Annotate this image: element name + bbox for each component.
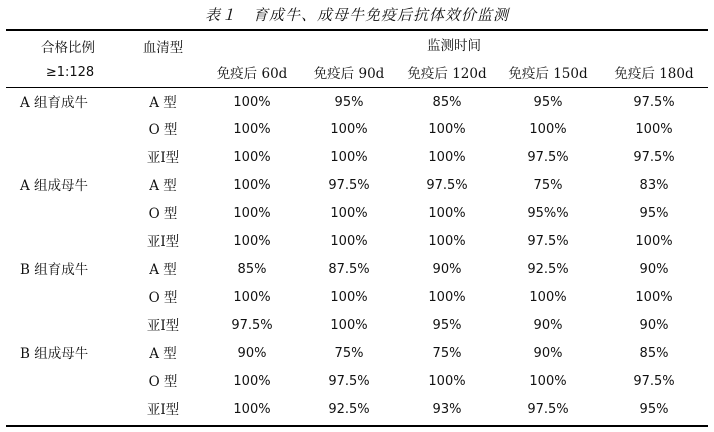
serum-type-cell: A 型	[149, 346, 177, 362]
day-header: 免疫后 150d	[508, 66, 588, 82]
value-cell: 100%	[635, 122, 673, 137]
top-rule	[6, 29, 708, 31]
value-cell: 100%	[233, 95, 271, 110]
value-cell: 100%	[330, 234, 368, 249]
value-cell: 95%	[639, 206, 669, 221]
table-row	[0, 201, 714, 227]
monitor-time-header: 监测时间	[427, 38, 481, 54]
ratio-header: 合格比例	[41, 40, 95, 56]
value-cell: 100%	[529, 374, 567, 389]
bottom-rule	[6, 425, 708, 427]
group-label: B 组成母牛	[20, 346, 89, 362]
value-cell: 100%	[428, 150, 466, 165]
value-cell: 100%	[233, 150, 271, 165]
value-cell: 100%	[428, 374, 466, 389]
value-cell: 97.5%	[633, 150, 675, 165]
value-cell: 92.5%	[527, 262, 569, 277]
value-cell: 97.5%	[527, 150, 569, 165]
serum-type-cell: 亚Ⅰ型	[146, 402, 180, 418]
day-header: 免疫后 180d	[614, 66, 694, 82]
table-row	[0, 313, 714, 339]
value-cell: 75%	[334, 346, 364, 361]
value-cell: 97.5%	[426, 178, 468, 193]
value-cell: 100%	[233, 374, 271, 389]
group-label: A 组育成牛	[20, 95, 89, 111]
value-cell: 95%%	[527, 206, 569, 221]
value-cell: 90%	[432, 262, 462, 277]
value-cell: 100%	[330, 150, 368, 165]
table-row	[0, 397, 714, 423]
value-cell: 100%	[428, 234, 466, 249]
value-cell: 100%	[428, 290, 466, 305]
value-cell: 90%	[533, 346, 563, 361]
value-cell: 100%	[428, 122, 466, 137]
table-row	[0, 117, 714, 143]
value-cell: 97.5%	[527, 234, 569, 249]
table-row	[0, 173, 714, 199]
value-cell: 90%	[639, 318, 669, 333]
value-cell: 95%	[432, 318, 462, 333]
serum-type-cell: A 型	[149, 178, 177, 194]
value-cell: 100%	[330, 318, 368, 333]
value-cell: 95%	[639, 402, 669, 417]
value-cell: 100%	[529, 290, 567, 305]
value-cell: 95%	[533, 95, 563, 110]
value-cell: 85%	[639, 346, 669, 361]
value-cell: 100%	[233, 402, 271, 417]
value-cell: 100%	[635, 290, 673, 305]
serum-type-cell: O 型	[148, 206, 178, 222]
serum-type-cell: 亚Ⅰ型	[146, 318, 180, 334]
value-cell: 97.5%	[328, 178, 370, 193]
value-cell: 83%	[639, 178, 669, 193]
value-cell: 87.5%	[328, 262, 370, 277]
value-cell: 100%	[233, 206, 271, 221]
serum-type-header: 血清型	[142, 40, 184, 56]
value-cell: 75%	[432, 346, 462, 361]
table-row	[0, 341, 714, 367]
value-cell: 85%	[432, 95, 462, 110]
value-cell: 100%	[233, 290, 271, 305]
serum-type-cell: A 型	[149, 95, 177, 111]
serum-type-cell: O 型	[148, 290, 178, 306]
value-cell: 75%	[533, 178, 563, 193]
ratio-threshold: ≥1:128	[45, 65, 95, 80]
table-row	[0, 229, 714, 255]
value-cell: 90%	[639, 262, 669, 277]
table-row	[0, 285, 714, 311]
value-cell: 100%	[233, 234, 271, 249]
value-cell: 93%	[432, 402, 462, 417]
table-row	[0, 257, 714, 283]
value-cell: 97.5%	[633, 95, 675, 110]
value-cell: 97.5%	[231, 318, 273, 333]
header-rule	[6, 87, 708, 88]
group-label: A 组成母牛	[20, 178, 89, 194]
table-row	[0, 369, 714, 395]
value-cell: 100%	[233, 122, 271, 137]
value-cell: 97.5%	[527, 402, 569, 417]
value-cell: 100%	[330, 290, 368, 305]
value-cell: 100%	[330, 122, 368, 137]
value-cell: 100%	[233, 178, 271, 193]
table-row	[0, 90, 714, 116]
day-header: 免疫后 60d	[216, 66, 288, 82]
day-header: 免疫后 120d	[407, 66, 487, 82]
serum-type-cell: O 型	[148, 374, 178, 390]
serum-type-cell: A 型	[149, 262, 177, 278]
value-cell: 95%	[334, 95, 364, 110]
value-cell: 90%	[237, 346, 267, 361]
table-caption: 表１ 育成牛、成母牛免疫后抗体效价监测	[204, 6, 509, 24]
serum-type-cell: O 型	[148, 122, 178, 138]
value-cell: 100%	[529, 122, 567, 137]
group-label: B 组育成牛	[20, 262, 89, 278]
day-header: 免疫后 90d	[313, 66, 385, 82]
value-cell: 90%	[533, 318, 563, 333]
value-cell: 100%	[330, 206, 368, 221]
value-cell: 97.5%	[633, 374, 675, 389]
table-row	[0, 145, 714, 171]
value-cell: 100%	[635, 234, 673, 249]
serum-type-cell: 亚Ⅰ型	[146, 234, 180, 250]
value-cell: 85%	[237, 262, 267, 277]
value-cell: 100%	[428, 206, 466, 221]
value-cell: 97.5%	[328, 374, 370, 389]
serum-type-cell: 亚Ⅰ型	[146, 150, 180, 166]
value-cell: 92.5%	[328, 402, 370, 417]
